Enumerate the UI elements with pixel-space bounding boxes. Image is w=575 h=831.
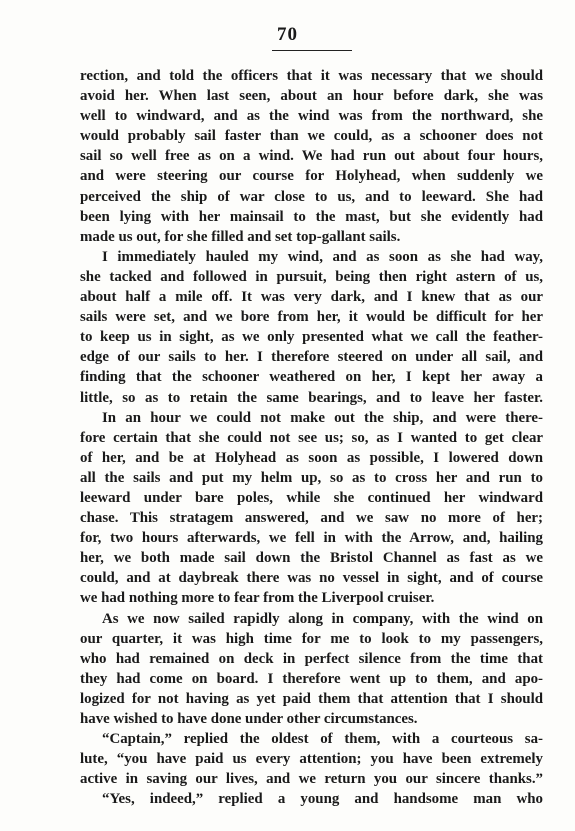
text-line: to keep us in sight, as we only presented what we call the feather- <box>80 329 543 346</box>
header-rule <box>272 50 352 51</box>
text-line: sails were set, and we bore from her, it would be difficult for her <box>80 309 543 326</box>
text-line: I immediately hauled my wind, and as soon as she had way, <box>102 248 543 265</box>
text-line: been lying with her mainsail to the mast, but she evidently had <box>80 208 543 225</box>
text-line: her, we both made sail down the Bristol Channel as fast as we <box>80 550 543 567</box>
text-line: they had come on board. I therefore went up to them, and apo- <box>80 670 543 687</box>
text-line: our quarter, it was high time for me to look to my passengers, <box>80 630 543 647</box>
text-line: “Yes, indeed,” replied a young and handsome man who <box>102 791 543 808</box>
text-line: well to windward, and as the wind was from the northward, she <box>80 108 543 125</box>
text-line: about half a mile off. It was very dark, and I knew that as our <box>80 289 543 306</box>
body-text <box>80 66 543 809</box>
text-line: As we now sailed rapidly along in company, with the wind on <box>102 610 543 627</box>
text-line: In an hour we could not make out the ship, and were there- <box>102 409 543 426</box>
text-line: chase. This stratagem answered, and we saw no more of her; <box>80 510 543 527</box>
text-line: who had remained on deck in perfect silence from the time that <box>80 650 543 667</box>
text-line: fore certain that she could not see us; so, as I wanted to get clear <box>80 429 543 446</box>
text-line: lute, “you have paid us every attention; you have been extremely <box>80 751 543 768</box>
text-line: and were steering our course for Holyhead, when suddenly we <box>80 168 543 185</box>
text-line: we had nothing more to fear from the Liverpool cruiser. <box>80 590 435 607</box>
text-line: have wished to have done under other circumstances. <box>80 711 418 727</box>
text-line: logized for not having as yet paid them that attention that I should <box>80 690 543 707</box>
text-line: little, so as to retain the same bearings, and to leave her faster. <box>80 389 543 406</box>
text-line: perceived the ship of war close to us, and to leeward. She had <box>80 188 543 205</box>
text-line: would probably sail faster than we could, as a schooner does not <box>80 128 543 145</box>
text-line: of her, and be at Holyhead as soon as possible, I lowered down <box>80 449 543 466</box>
text-line: rection, and told the officers that it was necessary that we should <box>80 68 543 84</box>
text-line: edge of our sails to her. I therefore steered on under all sail, and <box>80 349 543 366</box>
text-line: avoid her. When last seen, about an hour before dark, she was <box>80 88 543 105</box>
text-line: could, and at daybreak there was no vessel in sight, and of course <box>80 570 543 587</box>
text-line: made us out, for she filled and set top-gallant sails. <box>80 228 401 245</box>
text-line: sail so well free as on a wind. We had run out about four hours, <box>80 148 543 165</box>
text-line: finding that the schooner weathered on her, I kept her away a <box>80 369 543 386</box>
text-line: “Captain,” replied the oldest of them, with a courteous sa- <box>102 731 543 748</box>
text-line: active in saving our lives, and we return you our sincere thanks.” <box>80 771 543 788</box>
text-line: leeward under bare poles, while she continued her windward <box>80 489 543 506</box>
text-line: she tacked and followed in pursuit, being then right astern of us, <box>80 268 543 285</box>
text-line: all the sails and put my helm up, so as to cross her and run to <box>80 469 543 486</box>
page-number: 70 <box>277 24 298 45</box>
text-line: for, two hours afterwards, we fell in with the Arrow, and, hailing <box>80 530 543 547</box>
